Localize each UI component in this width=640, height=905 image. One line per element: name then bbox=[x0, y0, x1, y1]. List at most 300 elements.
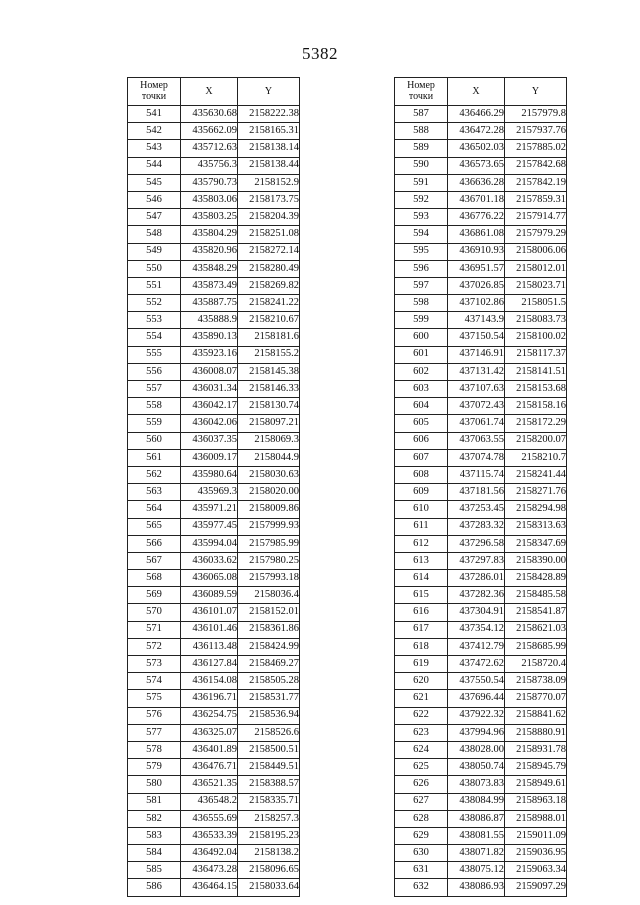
cell-point-number: 565 bbox=[128, 518, 181, 535]
cell-point-number: 624 bbox=[395, 741, 448, 758]
cell-y: 2159097.29 bbox=[505, 879, 567, 896]
table-row bbox=[395, 123, 567, 140]
cell-y: 2158685.99 bbox=[505, 638, 567, 655]
table-row bbox=[395, 638, 567, 655]
table-row bbox=[128, 518, 300, 535]
cell-x: 436636.28 bbox=[448, 174, 505, 191]
cell-x: 437102.86 bbox=[448, 295, 505, 312]
cell-y: 2158738.09 bbox=[505, 673, 567, 690]
cell-point-number: 583 bbox=[128, 827, 181, 844]
cell-point-number: 593 bbox=[395, 209, 448, 226]
table-row bbox=[128, 621, 300, 638]
cell-point-number: 615 bbox=[395, 587, 448, 604]
table-row bbox=[128, 415, 300, 432]
table-row bbox=[128, 398, 300, 415]
table-row bbox=[128, 329, 300, 346]
table-row bbox=[395, 191, 567, 208]
cell-point-number: 550 bbox=[128, 260, 181, 277]
table-row bbox=[128, 845, 300, 862]
cell-y: 2158424.99 bbox=[238, 638, 300, 655]
cell-point-number: 618 bbox=[395, 638, 448, 655]
cell-y: 2158097.21 bbox=[238, 415, 300, 432]
cell-x: 437282.36 bbox=[448, 587, 505, 604]
cell-x: 436037.35 bbox=[181, 432, 238, 449]
cell-y: 2158313.63 bbox=[505, 518, 567, 535]
cell-x: 435712.63 bbox=[181, 140, 238, 157]
table-row bbox=[395, 845, 567, 862]
cell-y: 2158033.64 bbox=[238, 879, 300, 896]
cell-x: 436502.03 bbox=[448, 140, 505, 157]
cell-point-number: 563 bbox=[128, 484, 181, 501]
cell-y: 2158020.00 bbox=[238, 484, 300, 501]
table-row bbox=[128, 260, 300, 277]
table-row bbox=[395, 329, 567, 346]
cell-y: 2158158.16 bbox=[505, 398, 567, 415]
cell-x: 436042.17 bbox=[181, 398, 238, 415]
table-row bbox=[128, 741, 300, 758]
table-row bbox=[395, 501, 567, 518]
cell-x: 436492.04 bbox=[181, 845, 238, 862]
cell-x: 436009.17 bbox=[181, 449, 238, 466]
cell-y: 2157985.99 bbox=[238, 535, 300, 552]
table-row bbox=[395, 398, 567, 415]
cell-point-number: 580 bbox=[128, 776, 181, 793]
cell-y: 2157885.02 bbox=[505, 140, 567, 157]
cell-x: 435662.09 bbox=[181, 123, 238, 140]
cell-y: 2158083.73 bbox=[505, 312, 567, 329]
cell-x: 436031.34 bbox=[181, 381, 238, 398]
table-row bbox=[128, 484, 300, 501]
cell-point-number: 542 bbox=[128, 123, 181, 140]
cell-x: 436033.62 bbox=[181, 552, 238, 569]
cell-y: 2157914.77 bbox=[505, 209, 567, 226]
cell-x: 436466.29 bbox=[448, 106, 505, 123]
cell-y: 2157842.19 bbox=[505, 174, 567, 191]
cell-x: 436776.22 bbox=[448, 209, 505, 226]
cell-point-number: 594 bbox=[395, 226, 448, 243]
cell-point-number: 574 bbox=[128, 673, 181, 690]
cell-y: 2158241.22 bbox=[238, 295, 300, 312]
cell-x: 437181.56 bbox=[448, 484, 505, 501]
cell-point-number: 617 bbox=[395, 621, 448, 638]
table-row bbox=[395, 295, 567, 312]
table-row bbox=[128, 295, 300, 312]
table-row bbox=[128, 381, 300, 398]
cell-point-number: 621 bbox=[395, 690, 448, 707]
cell-x: 437131.42 bbox=[448, 363, 505, 380]
cell-point-number: 605 bbox=[395, 415, 448, 432]
table-row bbox=[395, 157, 567, 174]
cell-point-number: 572 bbox=[128, 638, 181, 655]
cell-x: 438071.82 bbox=[448, 845, 505, 862]
cell-point-number: 551 bbox=[128, 277, 181, 294]
cell-y: 2158165.31 bbox=[238, 123, 300, 140]
cell-point-number: 582 bbox=[128, 810, 181, 827]
table-row bbox=[395, 656, 567, 673]
header-num-line2: точки bbox=[141, 90, 167, 102]
cell-x: 436089.59 bbox=[181, 587, 238, 604]
cell-x: 437412.79 bbox=[448, 638, 505, 655]
cell-y: 2158146.33 bbox=[238, 381, 300, 398]
cell-y: 2158271.76 bbox=[505, 484, 567, 501]
cell-y: 2159063.34 bbox=[505, 862, 567, 879]
cell-x: 436325.07 bbox=[181, 724, 238, 741]
cell-y: 2158222.38 bbox=[238, 106, 300, 123]
cell-x: 438073.83 bbox=[448, 776, 505, 793]
cell-point-number: 590 bbox=[395, 157, 448, 174]
cell-point-number: 575 bbox=[128, 690, 181, 707]
cell-x: 435873.49 bbox=[181, 277, 238, 294]
cell-x: 437143.9 bbox=[448, 312, 505, 329]
cell-point-number: 569 bbox=[128, 587, 181, 604]
cell-x: 437063.55 bbox=[448, 432, 505, 449]
cell-x: 436701.18 bbox=[448, 191, 505, 208]
table-row bbox=[128, 466, 300, 483]
cell-point-number: 560 bbox=[128, 432, 181, 449]
cell-y: 2158390.00 bbox=[505, 552, 567, 569]
cell-point-number: 629 bbox=[395, 827, 448, 844]
cell-y: 2158173.75 bbox=[238, 191, 300, 208]
cell-point-number: 613 bbox=[395, 552, 448, 569]
table-row bbox=[395, 673, 567, 690]
cell-y: 2158204.39 bbox=[238, 209, 300, 226]
cell-point-number: 557 bbox=[128, 381, 181, 398]
cell-x: 435630.68 bbox=[181, 106, 238, 123]
cell-x: 438084.99 bbox=[448, 793, 505, 810]
table-row bbox=[395, 312, 567, 329]
table-row bbox=[395, 209, 567, 226]
table-row bbox=[128, 570, 300, 587]
cell-y: 2158526.6 bbox=[238, 724, 300, 741]
cell-x: 436861.08 bbox=[448, 226, 505, 243]
cell-y: 2158531.77 bbox=[238, 690, 300, 707]
cell-point-number: 631 bbox=[395, 862, 448, 879]
cell-point-number: 546 bbox=[128, 191, 181, 208]
cell-y: 2158241.44 bbox=[505, 466, 567, 483]
cell-point-number: 599 bbox=[395, 312, 448, 329]
cell-x: 437472.62 bbox=[448, 656, 505, 673]
cell-x: 438050.74 bbox=[448, 759, 505, 776]
table-row bbox=[395, 432, 567, 449]
table-row bbox=[128, 535, 300, 552]
cell-point-number: 577 bbox=[128, 724, 181, 741]
cell-y: 2159036.95 bbox=[505, 845, 567, 862]
cell-y: 2158117.37 bbox=[505, 346, 567, 363]
cell-x: 435980.64 bbox=[181, 466, 238, 483]
cell-x: 435803.06 bbox=[181, 191, 238, 208]
cell-x: 436910.93 bbox=[448, 243, 505, 260]
cell-x: 436521.35 bbox=[181, 776, 238, 793]
table-row bbox=[395, 415, 567, 432]
cell-x: 437026.85 bbox=[448, 277, 505, 294]
cell-y: 2157993.18 bbox=[238, 570, 300, 587]
cell-point-number: 608 bbox=[395, 466, 448, 483]
table-row bbox=[395, 793, 567, 810]
cell-point-number: 549 bbox=[128, 243, 181, 260]
table-row bbox=[128, 810, 300, 827]
table-row bbox=[128, 501, 300, 518]
cell-point-number: 622 bbox=[395, 707, 448, 724]
table-row bbox=[128, 656, 300, 673]
cell-x: 437994.96 bbox=[448, 724, 505, 741]
cell-x: 437354.12 bbox=[448, 621, 505, 638]
cell-x: 437115.74 bbox=[448, 466, 505, 483]
cell-y: 2158153.68 bbox=[505, 381, 567, 398]
cell-point-number: 604 bbox=[395, 398, 448, 415]
cell-y: 2158931.78 bbox=[505, 741, 567, 758]
cell-y: 2158172.29 bbox=[505, 415, 567, 432]
column-header-point-number bbox=[128, 78, 181, 106]
cell-y: 2158988.01 bbox=[505, 810, 567, 827]
cell-x: 435790.73 bbox=[181, 174, 238, 191]
table-row bbox=[128, 123, 300, 140]
cell-y: 2158945.79 bbox=[505, 759, 567, 776]
cell-point-number: 620 bbox=[395, 673, 448, 690]
cell-y: 2157842.68 bbox=[505, 157, 567, 174]
table-row bbox=[128, 879, 300, 896]
cell-point-number: 601 bbox=[395, 346, 448, 363]
table-row bbox=[128, 638, 300, 655]
cell-point-number: 561 bbox=[128, 449, 181, 466]
cell-y: 2158138.14 bbox=[238, 140, 300, 157]
cell-y: 2158138.2 bbox=[238, 845, 300, 862]
table-row bbox=[395, 707, 567, 724]
cell-y: 2158280.49 bbox=[238, 260, 300, 277]
cell-x: 436154.08 bbox=[181, 673, 238, 690]
cell-x: 437061.74 bbox=[448, 415, 505, 432]
cell-x: 436573.65 bbox=[448, 157, 505, 174]
table-row bbox=[395, 604, 567, 621]
table-row bbox=[395, 260, 567, 277]
cell-point-number: 573 bbox=[128, 656, 181, 673]
table-row bbox=[395, 810, 567, 827]
cell-x: 435888.9 bbox=[181, 312, 238, 329]
table-row bbox=[128, 724, 300, 741]
cell-point-number: 559 bbox=[128, 415, 181, 432]
cell-point-number: 609 bbox=[395, 484, 448, 501]
cell-point-number: 571 bbox=[128, 621, 181, 638]
table-row bbox=[395, 346, 567, 363]
table-row bbox=[395, 759, 567, 776]
cell-x: 436008.07 bbox=[181, 363, 238, 380]
column-header-point-number bbox=[395, 78, 448, 106]
cell-y: 2158210.7 bbox=[505, 449, 567, 466]
cell-point-number: 625 bbox=[395, 759, 448, 776]
cell-y: 2158272.14 bbox=[238, 243, 300, 260]
cell-y: 2158069.3 bbox=[238, 432, 300, 449]
column-header-y: Y bbox=[505, 78, 567, 106]
column-header-x: X bbox=[181, 78, 238, 106]
cell-y: 2157979.29 bbox=[505, 226, 567, 243]
cell-point-number: 602 bbox=[395, 363, 448, 380]
table-row bbox=[128, 827, 300, 844]
header-num-line1: Номер bbox=[140, 80, 168, 91]
cell-point-number: 584 bbox=[128, 845, 181, 862]
cell-y: 2158963.18 bbox=[505, 793, 567, 810]
cell-point-number: 630 bbox=[395, 845, 448, 862]
cell-x: 435820.96 bbox=[181, 243, 238, 260]
cell-point-number: 606 bbox=[395, 432, 448, 449]
cell-y: 2158841.62 bbox=[505, 707, 567, 724]
cell-point-number: 610 bbox=[395, 501, 448, 518]
cell-y: 2157999.93 bbox=[238, 518, 300, 535]
table-row bbox=[128, 673, 300, 690]
cell-point-number: 578 bbox=[128, 741, 181, 758]
cell-y: 2158269.82 bbox=[238, 277, 300, 294]
cell-point-number: 552 bbox=[128, 295, 181, 312]
cell-y: 2158449.51 bbox=[238, 759, 300, 776]
cell-x: 435971.21 bbox=[181, 501, 238, 518]
cell-x: 437072.43 bbox=[448, 398, 505, 415]
cell-x: 437696.44 bbox=[448, 690, 505, 707]
cell-y: 2158138.44 bbox=[238, 157, 300, 174]
cell-y: 2158347.69 bbox=[505, 535, 567, 552]
cell-y: 2158536.94 bbox=[238, 707, 300, 724]
cell-point-number: 568 bbox=[128, 570, 181, 587]
cell-point-number: 570 bbox=[128, 604, 181, 621]
cell-y: 2158294.98 bbox=[505, 501, 567, 518]
cell-x: 435977.45 bbox=[181, 518, 238, 535]
cell-point-number: 553 bbox=[128, 312, 181, 329]
table-row bbox=[128, 140, 300, 157]
cell-x: 436951.57 bbox=[448, 260, 505, 277]
cell-point-number: 581 bbox=[128, 793, 181, 810]
cell-y: 2158130.74 bbox=[238, 398, 300, 415]
cell-y: 2157980.25 bbox=[238, 552, 300, 569]
cell-y: 2158428.89 bbox=[505, 570, 567, 587]
cell-point-number: 589 bbox=[395, 140, 448, 157]
cell-point-number: 596 bbox=[395, 260, 448, 277]
cell-x: 437150.54 bbox=[448, 329, 505, 346]
table-row bbox=[395, 621, 567, 638]
cell-x: 435848.29 bbox=[181, 260, 238, 277]
table-row bbox=[128, 312, 300, 329]
cell-y: 2158145.38 bbox=[238, 363, 300, 380]
cell-point-number: 587 bbox=[395, 106, 448, 123]
cell-x: 438086.87 bbox=[448, 810, 505, 827]
cell-point-number: 611 bbox=[395, 518, 448, 535]
cell-point-number: 623 bbox=[395, 724, 448, 741]
cell-x: 438028.00 bbox=[448, 741, 505, 758]
cell-x: 437297.83 bbox=[448, 552, 505, 569]
table-header-row bbox=[395, 78, 567, 106]
cell-point-number: 595 bbox=[395, 243, 448, 260]
table-row bbox=[128, 174, 300, 191]
cell-point-number: 541 bbox=[128, 106, 181, 123]
table-row bbox=[395, 552, 567, 569]
cell-point-number: 627 bbox=[395, 793, 448, 810]
cell-y: 2158152.9 bbox=[238, 174, 300, 191]
table-header-row bbox=[128, 78, 300, 106]
cell-y: 2159011.09 bbox=[505, 827, 567, 844]
cell-y: 2158051.5 bbox=[505, 295, 567, 312]
table-row bbox=[395, 862, 567, 879]
coordinates-table-left bbox=[127, 77, 300, 897]
cell-x: 436254.75 bbox=[181, 707, 238, 724]
table-row bbox=[128, 759, 300, 776]
table-row bbox=[128, 776, 300, 793]
cell-point-number: 558 bbox=[128, 398, 181, 415]
cell-x: 436476.71 bbox=[181, 759, 238, 776]
cell-point-number: 600 bbox=[395, 329, 448, 346]
cell-y: 2158023.71 bbox=[505, 277, 567, 294]
table-row bbox=[395, 484, 567, 501]
cell-x: 436042.06 bbox=[181, 415, 238, 432]
header-num-line1: Номер bbox=[407, 80, 435, 91]
table-row bbox=[128, 226, 300, 243]
table-row bbox=[128, 277, 300, 294]
cell-point-number: 592 bbox=[395, 191, 448, 208]
cell-point-number: 548 bbox=[128, 226, 181, 243]
cell-x: 436473.28 bbox=[181, 862, 238, 879]
table-row bbox=[395, 174, 567, 191]
cell-x: 436401.89 bbox=[181, 741, 238, 758]
table-row bbox=[128, 793, 300, 810]
cell-x: 436065.08 bbox=[181, 570, 238, 587]
cell-point-number: 544 bbox=[128, 157, 181, 174]
table-row bbox=[128, 346, 300, 363]
cell-y: 2157937.76 bbox=[505, 123, 567, 140]
table-row bbox=[395, 243, 567, 260]
cell-point-number: 614 bbox=[395, 570, 448, 587]
cell-x: 435803.25 bbox=[181, 209, 238, 226]
cell-point-number: 616 bbox=[395, 604, 448, 621]
cell-point-number: 597 bbox=[395, 277, 448, 294]
table-row bbox=[128, 363, 300, 380]
cell-y: 2158541.87 bbox=[505, 604, 567, 621]
cell-point-number: 591 bbox=[395, 174, 448, 191]
cell-x: 437304.91 bbox=[448, 604, 505, 621]
cell-point-number: 576 bbox=[128, 707, 181, 724]
cell-y: 2158335.71 bbox=[238, 793, 300, 810]
cell-y: 2158770.07 bbox=[505, 690, 567, 707]
table-row bbox=[395, 776, 567, 793]
table-row bbox=[395, 535, 567, 552]
cell-x: 436555.69 bbox=[181, 810, 238, 827]
cell-y: 2158141.51 bbox=[505, 363, 567, 380]
table-row bbox=[128, 707, 300, 724]
cell-point-number: 619 bbox=[395, 656, 448, 673]
cell-y: 2157859.31 bbox=[505, 191, 567, 208]
cell-point-number: 554 bbox=[128, 329, 181, 346]
cell-y: 2158181.6 bbox=[238, 329, 300, 346]
cell-x: 435887.75 bbox=[181, 295, 238, 312]
table-row bbox=[128, 191, 300, 208]
cell-y: 2158500.51 bbox=[238, 741, 300, 758]
cell-x: 436101.07 bbox=[181, 604, 238, 621]
cell-y: 2158100.02 bbox=[505, 329, 567, 346]
cell-x: 438086.93 bbox=[448, 879, 505, 896]
cell-point-number: 547 bbox=[128, 209, 181, 226]
cell-point-number: 607 bbox=[395, 449, 448, 466]
cell-y: 2158505.28 bbox=[238, 673, 300, 690]
cell-point-number: 603 bbox=[395, 381, 448, 398]
table-row bbox=[128, 432, 300, 449]
table-row bbox=[128, 604, 300, 621]
table-row bbox=[128, 243, 300, 260]
column-header-x: X bbox=[448, 78, 505, 106]
cell-point-number: 562 bbox=[128, 466, 181, 483]
cell-y: 2158200.07 bbox=[505, 432, 567, 449]
table-row bbox=[395, 570, 567, 587]
cell-point-number: 588 bbox=[395, 123, 448, 140]
cell-point-number: 543 bbox=[128, 140, 181, 157]
cell-point-number: 556 bbox=[128, 363, 181, 380]
table-row bbox=[395, 449, 567, 466]
cell-y: 2158006.06 bbox=[505, 243, 567, 260]
cell-y: 2158361.86 bbox=[238, 621, 300, 638]
cell-x: 437074.78 bbox=[448, 449, 505, 466]
